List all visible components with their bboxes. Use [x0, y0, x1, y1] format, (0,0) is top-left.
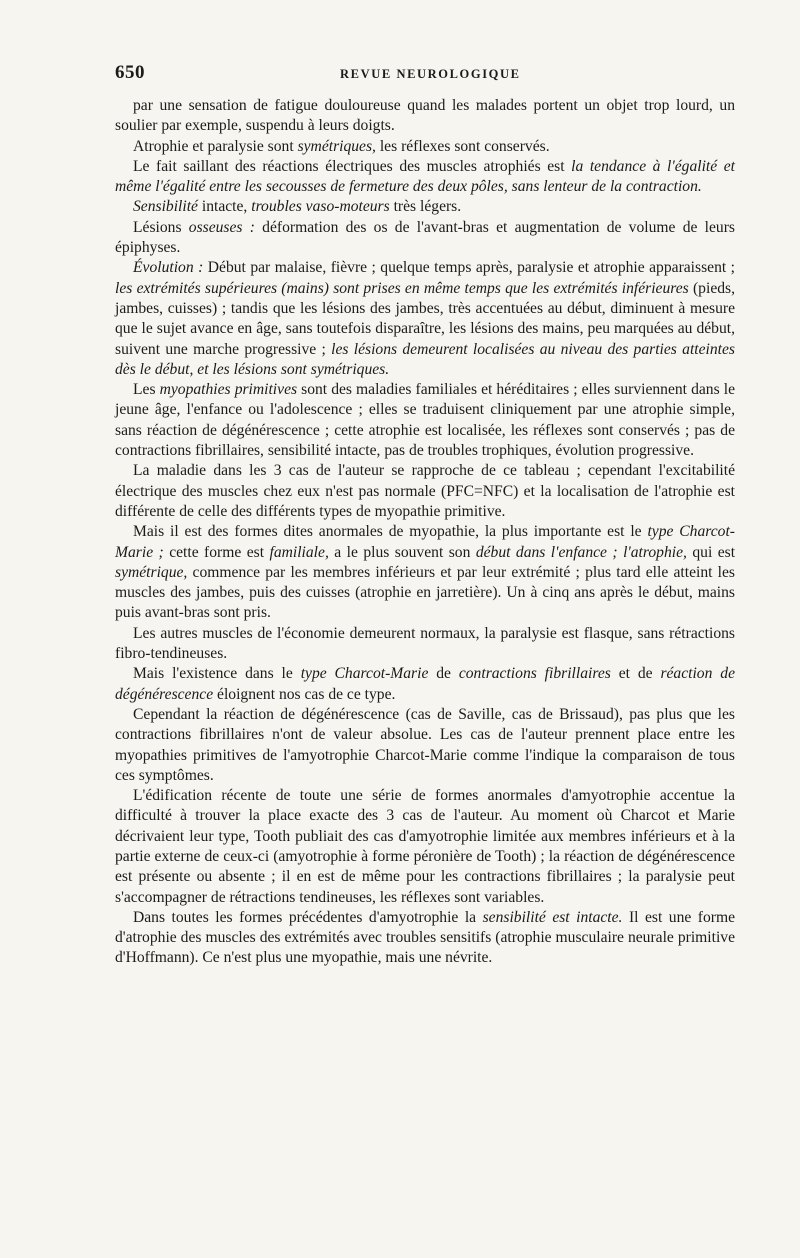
text-run: par une sensation de fatigue douloureuse quand les malades portent un objet trop lourd, un soulier par exemple, suspendu à leurs doigts. [115, 97, 735, 135]
paragraph [115, 218, 735, 259]
italic-run: les extrémités supérieures (mains) sont prises en même temps que les extrémités inférieures [115, 279, 689, 297]
italic-run: troubles vaso-moteurs [251, 198, 390, 216]
italic-run: symétrique, [115, 563, 188, 581]
text-run: Dans toutes les formes précédentes d'amyotrophie la [133, 908, 483, 926]
italic-run: familiale, [269, 543, 329, 561]
paragraph [115, 908, 735, 969]
paragraph [115, 522, 735, 623]
text-run: sont des maladies familiales et héréditaires ; elles surviennent dans le jeune âge, l'enfance ou l'adolescence ; elles se traduisent cliniquement par une atrophie simple, sans réaction de dégénérescence ; cette atrophie est localisée, les réflexes sont conservés ; pas de contractions fibrillaires, sensibilité intacte, pas de troubles trophiques, évolution progressive. [115, 381, 735, 460]
text-run: Cependant la réaction de dégénérescence (cas de Saville, cas de Brissaud), pas plus que les contractions fibrillaires n'ont de valeur absolue. Les cas de l'auteur prennent place entre les myopathies primitives de l'amyotrophie Charcot-Marie comme l'indique la comparaison de tous ces symptômes. [115, 705, 735, 784]
italic-run: osseuses : [188, 218, 255, 236]
text-run: L'édification récente de toute une série de formes anormales d'amyotrophie accentue la difficulté à trouver la place exacte des 3 cas de l'auteur. Au moment où Charcot et Marie décrivaient leur type, Tooth publiait des cas d'amyotrophie limitée aux membres inférieurs et à la partie externe de ceux-ci (amyotrophie à forme péronière de Tooth) ; la réaction de dégénérescence est présente ou absente ; il en est de même pour les contractions fibrillaires ; la paralysie peut s'accompagner de rétractions tendineuses, les réflexes sont variables. [115, 787, 735, 906]
paragraph [115, 157, 735, 198]
page-header [115, 62, 735, 84]
italic-run: réaction de dégénérescence [115, 665, 735, 703]
text-run: qui est [686, 543, 736, 561]
italic-run: l'atrophie, [623, 543, 687, 561]
text-run: et de [610, 665, 661, 683]
text-run: les réflexes sont conservés. [375, 137, 550, 155]
italic-run: type Charcot-Marie [300, 665, 429, 683]
text-run: de [428, 665, 459, 683]
italic-run: myopathies primitives [159, 381, 298, 399]
text-run: La maladie dans les 3 cas de l'auteur se rapproche de ce tableau ; cependant l'excitabilité électrique des muscles chez eux n'est pas normale (PFC=NFC) et la localisation de l'atrophie est différente de celle des différents types de myopathie primitive. [115, 462, 735, 520]
text-run: a le plus souvent son [328, 543, 476, 561]
text-run: Mais il est des formes dites anormales de myopathie, la plus importante est le [133, 523, 648, 541]
paragraph [115, 96, 735, 137]
journal-title: REVUE NEUROLOGIQUE [340, 67, 521, 81]
text-run: Mais l'existence dans le [133, 665, 301, 683]
text-run: (pieds, jambes, cuisses) ; tandis que les lésions des jambes, très accentuées au début, diminuent à mesure que le sujet avance en âge, sans toutefois disparaître, les lésions des mains, peu marquées au début, suivent une marche progressive ; [115, 279, 735, 358]
paragraph [115, 786, 735, 908]
italic-run: Évolution : [133, 259, 204, 277]
italic-run: sensibilité est intacte. [482, 908, 623, 926]
italic-run: contractions fibrillaires [458, 665, 611, 683]
text-run: commence par les membres inférieurs et par leur extrémité ; plus tard elle atteint les muscles des jambes, puis des cuisses (atrophie en jarretière). Un à cinq ans après le début, mains puis avant-bras sont pris. [115, 563, 735, 622]
paragraph [115, 258, 735, 380]
paragraph [115, 664, 735, 705]
text-run: éloignent nos cas de ce type. [213, 685, 396, 703]
italic-run: type Charcot-Marie ; [115, 523, 735, 561]
text-run: Il est une forme d'atrophie des muscles des extrémités avec troubles sensitifs (atrophie musculaire neurale primitive d'Hoffmann). Ce n'est plus une myopathie, mais une névrite. [115, 908, 736, 967]
text-run: Les autres muscles de l'économie demeurent normaux, la paralysie est flasque, sans rétractions fibro-tendineuses. [115, 624, 735, 663]
text-run: très légers. [389, 198, 462, 216]
text-run: Le fait saillant des réactions électriques des muscles atrophiés est [133, 157, 572, 175]
italic-run: la tendance à l'égalité et même l'égalité entre les secousses de fermeture des deux pôles, sans lenteur de la contraction. [115, 157, 735, 196]
italic-run: symétriques, [297, 137, 376, 155]
text-run: cette forme est [163, 543, 270, 561]
body-text [115, 96, 735, 969]
paragraph [115, 705, 735, 786]
paragraph [115, 461, 735, 522]
page-number: 650 [115, 62, 145, 83]
italic-run: Sensibilité [133, 198, 198, 216]
text-run: déformation des os de l'avant-bras et augmentation de volume de leurs épiphyses. [115, 218, 735, 257]
text-run: Les [133, 381, 160, 399]
italic-run: début dans l'enfance ; [475, 543, 618, 561]
text-run: Lésions [133, 218, 189, 236]
paragraph [115, 380, 735, 461]
text-run: intacte, [197, 198, 252, 216]
text-run: Début par malaise, fièvre ; quelque temps après, paralysie et atrophie apparaissent ; [203, 259, 735, 277]
text-run: Atrophie et paralysie sont [133, 137, 298, 155]
paragraph [115, 197, 735, 217]
italic-run: les lésions demeurent localisées au niveau des parties atteintes dès le début, et les lésions sont symétriques. [115, 340, 736, 378]
paragraph [115, 624, 735, 665]
paragraph [115, 137, 735, 157]
